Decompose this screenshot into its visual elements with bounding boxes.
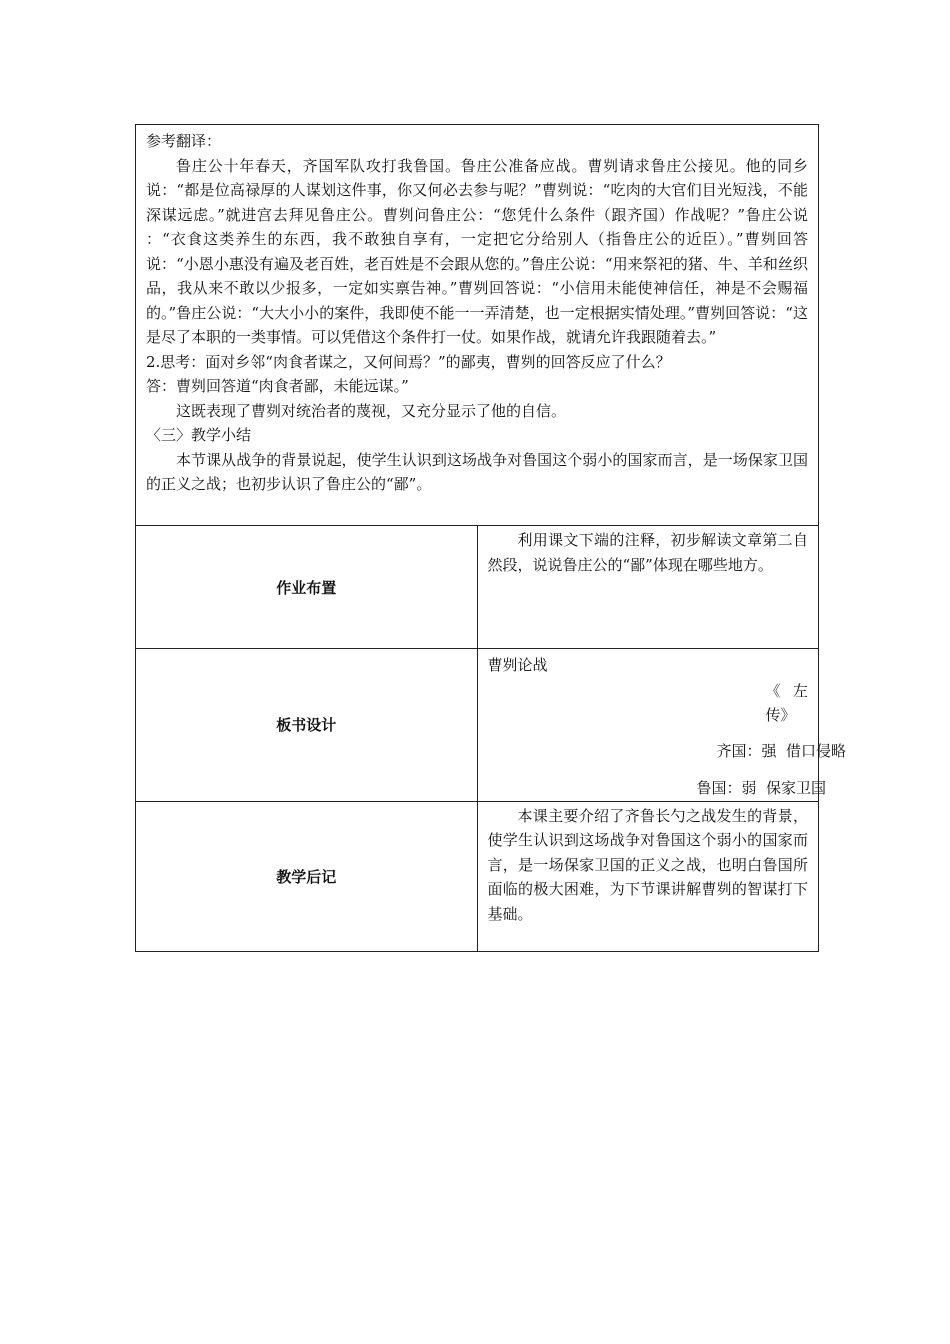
postscript-cell bbox=[477, 801, 819, 951]
reference-translation: 鲁庄公十年春天，齐国军队攻打我鲁国。鲁庄公准备应战。曹刿请求鲁庄公接见。他的同乡说：“都是位高禄厚的人谋划这件事，你又何必去参与呢？”曹刿说：“吃肉的大官们目光短浅，不能深谋远虑。”就进宫去拜见鲁庄公。曹刿问鲁庄公：“您凭什么条件（跟齐国）作战呢？”鲁庄公说 ：“衣食这类养生的东西，我不敢独自享有，一定把它分给别人（指鲁庄公的近臣）。”曹刿回答说：“小恩小惠没有遍及老百姓，老百姓是不会跟从您的。”鲁庄公说：“用来祭祀的猪、牛、羊和丝织品，我从来不敢以少报多，一定如实禀告神。”曹刿回答说：“小信用未能使神信任，神是不会赐福的。”鲁庄公说：“大大小小的案件，我即使不能一一弄清楚，也一定根据实情处理。”曹刿回答说：“这是尽了本职的一类事情。可以凭借这个条件打一仗。如果作战，就请允许我跟随着去。” bbox=[146, 156, 808, 346]
reference-cell bbox=[136, 125, 819, 526]
board-source: 《左传》 bbox=[765, 681, 808, 724]
summary-heading: 〈三〉教学小结 bbox=[146, 426, 252, 444]
homework-label: 作业布置 bbox=[136, 526, 478, 649]
question-answer: 答：曹刿回答道“肉食者鄙，未能远谋。” bbox=[146, 377, 409, 395]
postscript-label: 教学后记 bbox=[136, 801, 478, 951]
postscript-content: 本课主要介绍了齐鲁长勺之战发生的背景，使学生认识到这场战争对鲁国这个弱小的国家而言，是一场保家卫国的正义之战，也明白鲁国所面临的极大困难，为下节课讲解曹刿的智谋打下基础。 bbox=[487, 806, 808, 923]
homework-content: 利用课文下端的注释，初步解读文章第二自然段，说说鲁庄公的“鄙”体现在哪些地方。 bbox=[487, 531, 808, 574]
board-title: 曹刿论战 bbox=[487, 656, 548, 674]
board-line-lu: 鲁国：弱 保家卫国 bbox=[696, 779, 827, 797]
board-label: 板书设计 bbox=[136, 649, 478, 802]
answer-explanation: 这既表现了曹刿对统治者的蔑视，又充分显示了他的自信。 bbox=[176, 401, 567, 420]
summary-text: 本节课从战争的背景说起，使学生认识到这场战争对鲁国这个弱小的国家而言，是一场保家卫国的正义之战；也初步认识了鲁庄公的“鄙”。 bbox=[146, 450, 808, 493]
homework-row bbox=[136, 526, 819, 649]
homework-cell bbox=[477, 526, 819, 649]
board-row bbox=[136, 649, 819, 802]
thinking-question: 2.思考：面对乡邻“肉食者谋之，又何间焉？”的鄙夷，曹刿的回答反应了什么？ bbox=[146, 352, 671, 371]
reference-row bbox=[136, 125, 819, 526]
postscript-row bbox=[136, 801, 819, 951]
board-cell bbox=[477, 649, 847, 802]
board-line-qi: 齐国：强 借口侵略 bbox=[716, 741, 847, 760]
reference-heading: 参考翻译： bbox=[146, 132, 222, 150]
lesson-plan-table bbox=[135, 124, 847, 952]
